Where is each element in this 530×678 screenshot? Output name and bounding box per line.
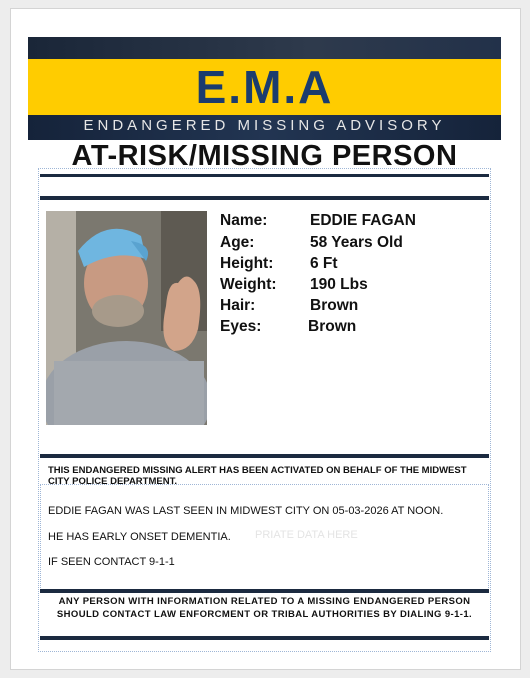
detail-label-age: Age:	[220, 234, 255, 251]
ema-banner	[28, 37, 501, 140]
detail-label-hair: Hair:	[220, 297, 256, 314]
detail-label-weight: Weight:	[220, 276, 277, 293]
divider	[40, 174, 489, 177]
page-title: AT-RISK/MISSING PERSON	[71, 140, 458, 172]
divider	[40, 589, 489, 593]
detail-value-eyes: Brown	[308, 318, 357, 335]
condition-text: HE HAS EARLY ONSET DEMENTIA.	[48, 531, 231, 543]
detail-label-height: Height:	[220, 255, 274, 272]
detail-label-name: Name:	[220, 212, 268, 229]
person-photo-image	[46, 211, 207, 425]
detail-label-eyes: Eyes:	[220, 318, 262, 335]
divider	[40, 454, 489, 458]
detail-value-age: 58 Years Old	[310, 234, 403, 251]
banner-top-strip	[28, 37, 501, 59]
banner-acronym: E.M.A	[195, 61, 334, 113]
detail-value-height: 6 Ft	[310, 255, 338, 272]
person-photo	[46, 211, 207, 425]
contact-text: IF SEEN CONTACT 9-1-1	[48, 556, 175, 568]
alert-activation-note: THIS ENDANGERED MISSING ALERT HAS BEEN ACTIVATED ON BEHALF OF THE MIDWEST CITY POLICE DEPARTMENT.	[48, 465, 467, 487]
watermark: PRIATE DATA HERE	[255, 529, 358, 541]
detail-value-hair: Brown	[310, 297, 359, 314]
detail-value-weight: 190 Lbs	[310, 276, 368, 293]
divider	[40, 196, 489, 200]
last-seen-text: EDDIE FAGAN WAS LAST SEEN IN MIDWEST CITY ON 05-03-2026 AT NOON.	[48, 505, 444, 517]
divider	[40, 636, 489, 640]
footer-note: ANY PERSON WITH INFORMATION RELATED TO A MISSING ENDANGERED PERSON SHOULD CONTACT LAW ENFORCMENT OR TRIBAL AUTHORITIES BY DIALING 9-1-1.	[56, 596, 473, 620]
detail-value-name: EDDIE FAGAN	[310, 212, 416, 229]
banner-subtitle: ENDANGERED MISSING ADVISORY	[83, 117, 446, 134]
